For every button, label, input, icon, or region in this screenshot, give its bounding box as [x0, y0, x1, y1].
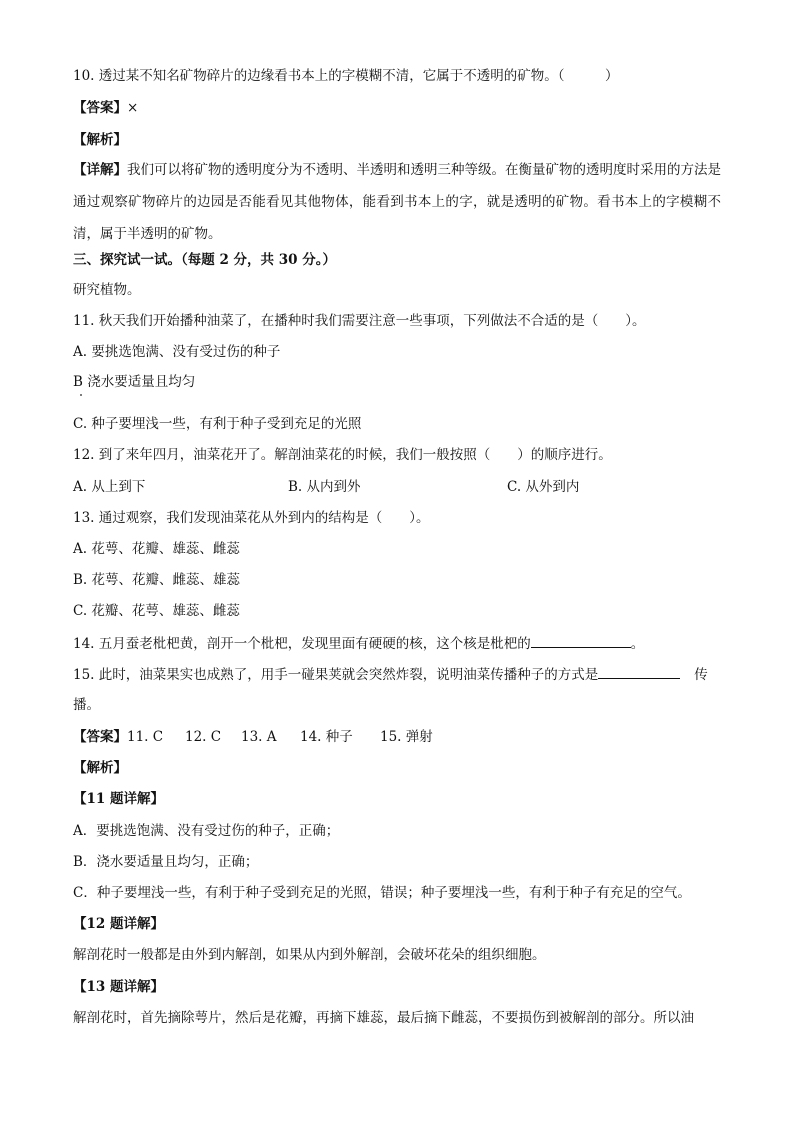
q12-detail-label: 【12 题详解】: [73, 916, 164, 932]
q14-text: 14. 五月蚕老枇杷黄，剖开一个枇杷，发现里面有硬硬的核，这个核是枇杷的: [73, 636, 531, 652]
section-intro: 研究植物。: [73, 282, 141, 298]
q11-detail-label: 【11 题详解】: [73, 791, 164, 807]
q14-blank: [531, 633, 631, 648]
q13-option-a: A. 花萼、花瓣、雄蕊、雌蕊: [73, 541, 240, 557]
q12-option-b: B. 从内到外: [288, 479, 361, 495]
q10-analysis-label: 【解析】: [73, 132, 127, 148]
answers-label: 【答案】: [73, 729, 127, 745]
q15-line: [73, 664, 708, 685]
q13-detail-label: 【13 题详解】: [73, 979, 164, 995]
q11-detail-c: C．种子要埋浅一些，有利于种子受到充足的光照，错误；种子要埋浅一些，有利于种子有充足的空气。: [73, 885, 691, 901]
answer-13: 13. A: [241, 729, 277, 745]
stray-dot: [80, 394, 82, 396]
q10-answer: [73, 98, 138, 118]
q10-detail: [73, 154, 721, 250]
q11-option-b: B 浇水要适量且均匀: [73, 374, 196, 390]
q15-text: 15. 此时，油菜果实也成熟了，用手一碰果荚就会突然炸裂，说明油菜传播种子的方式是: [73, 667, 599, 683]
q12-option-c: C. 从外到内: [507, 479, 580, 495]
q14-end: 。: [630, 636, 645, 652]
q13-option-c: C. 花瓣、花萼、雄蕊、雌蕊: [73, 603, 240, 619]
q10-text: 10. 透过某不知名矿物碎片的边缘看书本上的字模糊不清，它属于不透明的矿物。（ ）: [73, 68, 619, 84]
q12-detail-text: 解剖花时一般都是由外到内解剖，如果从内到外解剖，会破坏花朵的组织细胞。: [73, 947, 546, 963]
answer-12: 12. C: [185, 729, 222, 745]
section-heading: 三、探究试一试。（每题 2 分，共 30 分。）: [73, 252, 336, 268]
q11-detail-b: B．浇水要适量且均匀，正确；: [73, 854, 259, 870]
detail-label: 【详解】: [73, 162, 127, 178]
q15-line2: 播。: [73, 697, 100, 713]
q11-stem: 11. 秋天我们开始播种油菜了，在播种时我们需要注意一些事项，下列做法不合适的是（ ）。: [73, 313, 646, 329]
q11-detail-a: A．要挑选饱满、没有受过伤的种子，正确；: [73, 823, 340, 839]
answer-value: ×: [127, 100, 139, 116]
q13-detail-text: 解剖花时，首先摘除萼片，然后是花瓣，再摘下雄蕊，最后摘下雌蕊，不要损伤到被解剖的部分。所以油: [73, 1010, 694, 1026]
answer-label: 【答案】: [73, 100, 127, 116]
q15-end: 传: [694, 667, 708, 683]
q13-option-b: B. 花萼、花瓣、雌蕊、雄蕊: [73, 572, 241, 588]
answer-11: 11. C: [127, 729, 164, 745]
analysis-label: 【解析】: [73, 760, 127, 776]
detail-text: 我们可以将矿物的透明度分为不透明、半透明和透明三种等级。在衡量矿物的透明度时采用的方法是通过观察矿物碎片的边园是否能看见其他物体，能看到书本上的字，就是透明的矿物。看书本上的字模糊不清，属于半透明的矿物。: [73, 162, 721, 242]
q12-stem: 12. 到了来年四月，油菜花开了。解剖油菜花的时候，我们一般按照（ ）的顺序进行。: [73, 447, 612, 463]
q14-line: [73, 633, 644, 654]
q12-option-a: A. 从上到下: [73, 479, 146, 495]
q11-option-a: A. 要挑选饱满、没有受过伤的种子: [73, 344, 281, 360]
answer-15: 15. 弹射: [380, 729, 433, 745]
answer-14: 14. 种子: [300, 729, 353, 745]
q15-blank: [598, 664, 680, 679]
answers-row: [73, 727, 433, 747]
q11-option-c: C. 种子要埋浅一些，有利于种子受到充足的光照: [73, 416, 362, 432]
q13-stem: 13. 通过观察，我们发现油菜花从外到内的结构是（ ）。: [73, 510, 430, 526]
